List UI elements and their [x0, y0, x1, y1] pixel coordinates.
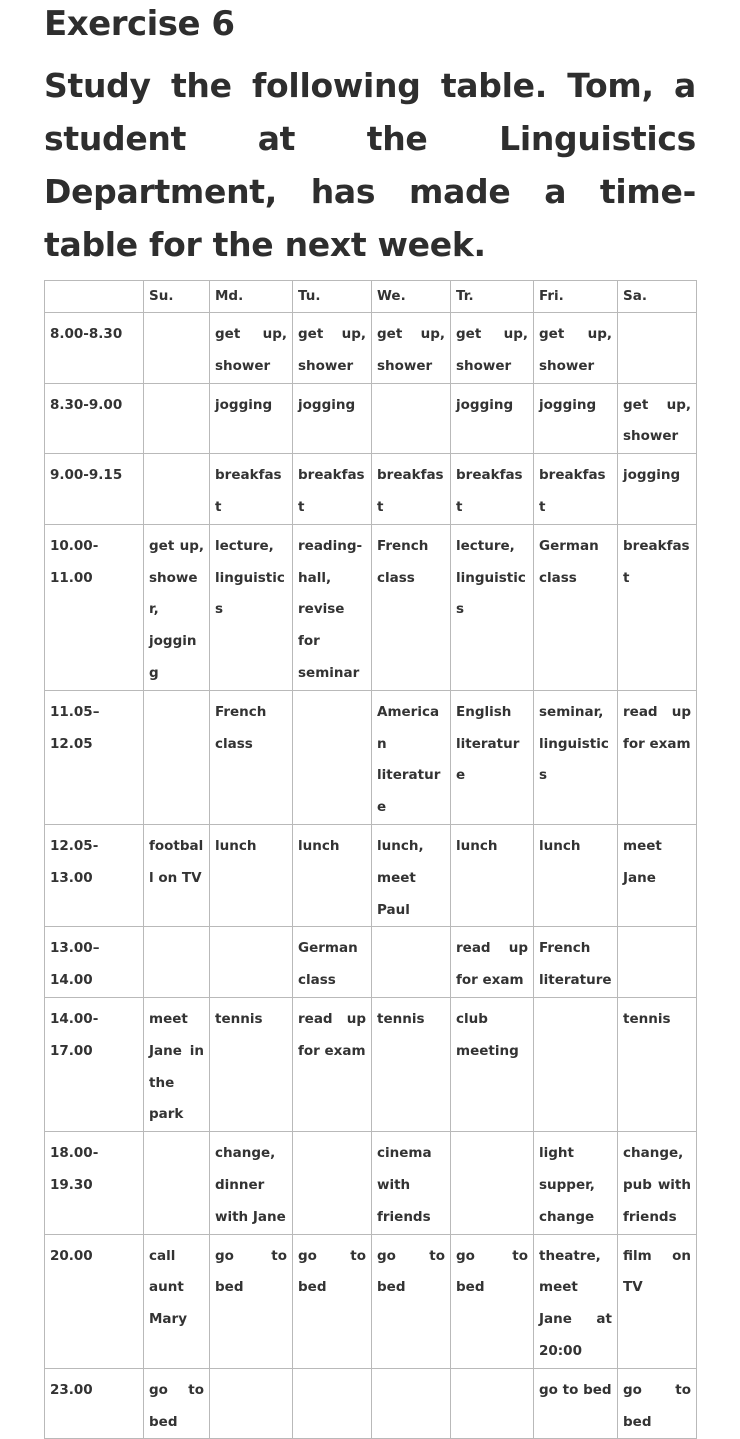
activity-cell: breakfast — [451, 454, 534, 525]
timetable-row — [45, 997, 697, 1131]
activity-cell: English literature — [451, 690, 534, 824]
activity-cell: get up, shower — [372, 313, 451, 384]
time-slot-cell: 8.00-8.30 — [45, 313, 144, 384]
activity-cell: French class — [372, 524, 451, 690]
time-slot-cell: 20.00 — [45, 1234, 144, 1368]
activity-cell: read up for exam — [293, 997, 372, 1131]
activity-cell: go to bed — [534, 1368, 618, 1439]
day-header-cell: Su. — [144, 281, 210, 313]
time-slot-cell: 14.00-17.00 — [45, 997, 144, 1131]
activity-cell: lunch — [534, 824, 618, 926]
timetable-row — [45, 313, 697, 384]
activity-cell: football on TV — [144, 824, 210, 926]
activity-cell — [144, 383, 210, 454]
activity-cell — [144, 690, 210, 824]
activity-cell — [144, 1132, 210, 1234]
activity-cell: light supper, change — [534, 1132, 618, 1234]
exercise-title: Exercise 6 — [44, 4, 235, 44]
activity-cell: lecture, linguistics — [210, 524, 293, 690]
activity-cell: cinema with friends — [372, 1132, 451, 1234]
activity-cell: go to bed — [372, 1234, 451, 1368]
timetable-row — [45, 690, 697, 824]
activity-cell: jogging — [534, 383, 618, 454]
time-slot-cell: 12.05-13.00 — [45, 824, 144, 926]
activity-cell: change, pub with friends — [618, 1132, 697, 1234]
timetable-row — [45, 1234, 697, 1368]
activity-cell: tennis — [618, 997, 697, 1131]
timetable-row — [45, 454, 697, 525]
activity-cell: get up, shower — [534, 313, 618, 384]
activity-cell — [144, 313, 210, 384]
activity-cell: go to bed — [144, 1368, 210, 1439]
exercise-instruction: Study the following table. Tom, a student at the Linguistics Department, has made a time-table for the next week. — [44, 66, 696, 264]
day-header-cell: Tu. — [293, 281, 372, 313]
exercise-page — [44, 0, 696, 271]
timetable-row — [45, 1368, 697, 1439]
activity-cell: read up for exam — [451, 927, 534, 998]
day-header-cell: Tr. — [451, 281, 534, 313]
day-header-cell: Fri. — [534, 281, 618, 313]
activity-cell: lunch, meet Paul — [372, 824, 451, 926]
activity-cell: call aunt Mary — [144, 1234, 210, 1368]
activity-cell: get up, shower — [451, 313, 534, 384]
time-slot-cell: 13.00–14.00 — [45, 927, 144, 998]
time-slot-cell: 23.00 — [45, 1368, 144, 1439]
activity-cell: go to bed — [293, 1234, 372, 1368]
activity-cell: breakfast — [618, 524, 697, 690]
activity-cell — [372, 383, 451, 454]
activity-cell: jogging — [210, 383, 293, 454]
activity-cell — [451, 1368, 534, 1439]
timetable-row — [45, 383, 697, 454]
activity-cell: seminar, linguistics — [534, 690, 618, 824]
timetable-row — [45, 927, 697, 998]
activity-cell — [210, 927, 293, 998]
activity-cell: go to bed — [210, 1234, 293, 1368]
activity-cell — [144, 454, 210, 525]
activity-cell — [144, 927, 210, 998]
activity-cell: theatre, meet Jane at 20:00 — [534, 1234, 618, 1368]
activity-cell: go to bed — [451, 1234, 534, 1368]
activity-cell: get up, shower — [293, 313, 372, 384]
time-slot-cell: 18.00-19.30 — [45, 1132, 144, 1234]
activity-cell — [293, 690, 372, 824]
activity-cell — [534, 997, 618, 1131]
activity-cell: French literature — [534, 927, 618, 998]
activity-cell — [210, 1368, 293, 1439]
activity-cell: jogging — [451, 383, 534, 454]
activity-cell: tennis — [372, 997, 451, 1131]
activity-cell: lunch — [210, 824, 293, 926]
activity-cell: change, dinner with Jane — [210, 1132, 293, 1234]
activity-cell: club meeting — [451, 997, 534, 1131]
activity-cell: lunch — [451, 824, 534, 926]
activity-cell: read up for exam — [618, 690, 697, 824]
day-header-cell: Md. — [210, 281, 293, 313]
activity-cell: lunch — [293, 824, 372, 926]
activity-cell — [293, 1368, 372, 1439]
timetable-row — [45, 824, 697, 926]
activity-cell: film on TV — [618, 1234, 697, 1368]
activity-cell — [372, 927, 451, 998]
activity-cell: get up, shower — [618, 383, 697, 454]
activity-cell: go to bed — [618, 1368, 697, 1439]
timetable-row — [45, 524, 697, 690]
activity-cell: jogging — [293, 383, 372, 454]
activity-cell: reading-hall, revise for seminar — [293, 524, 372, 690]
activity-cell — [618, 313, 697, 384]
activity-cell: breakfast — [210, 454, 293, 525]
timetable-row — [45, 1132, 697, 1234]
time-slot-cell: 11.05–12.05 — [45, 690, 144, 824]
activity-cell: German class — [534, 524, 618, 690]
activity-cell — [372, 1368, 451, 1439]
activity-cell: breakfast — [372, 454, 451, 525]
activity-cell: breakfast — [534, 454, 618, 525]
activity-cell: tennis — [210, 997, 293, 1131]
activity-cell: lecture, linguistics — [451, 524, 534, 690]
activity-cell: breakfast — [293, 454, 372, 525]
time-slot-cell: 9.00-9.15 — [45, 454, 144, 525]
activity-cell — [451, 1132, 534, 1234]
activity-cell: meet Jane — [618, 824, 697, 926]
time-slot-cell: 10.00-11.00 — [45, 524, 144, 690]
activity-cell: German class — [293, 927, 372, 998]
header-corner-cell — [45, 281, 144, 313]
day-header-cell: Sa. — [618, 281, 697, 313]
day-header-cell: We. — [372, 281, 451, 313]
activity-cell: jogging — [618, 454, 697, 525]
time-slot-cell: 8.30-9.00 — [45, 383, 144, 454]
timetable — [44, 280, 697, 1439]
activity-cell: get up, shower — [210, 313, 293, 384]
activity-cell: get up, shower, jogging — [144, 524, 210, 690]
timetable-header-row — [45, 281, 697, 313]
activity-cell — [618, 927, 697, 998]
activity-cell: French class — [210, 690, 293, 824]
activity-cell: American literature — [372, 690, 451, 824]
activity-cell — [293, 1132, 372, 1234]
activity-cell: meet Jane in the park — [144, 997, 210, 1131]
